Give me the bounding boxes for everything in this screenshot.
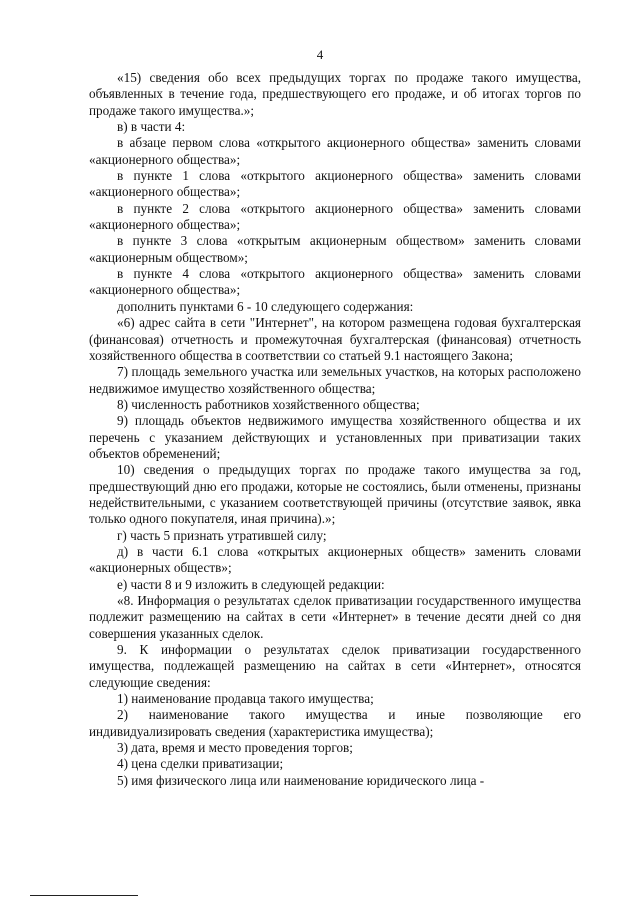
paragraph-subitem-g-part-5: г) часть 5 признать утратившей силу; bbox=[117, 527, 327, 543]
paragraph-part-8-results-info: «8. Информация о результатах сделок приватизации государственного имущества подлежит размещению на сайтах в сети «Интернет» в течение десяти дней со дня совершения указанных сделок. bbox=[89, 593, 581, 641]
paragraph-subitem-v-part-4: в) в части 4: bbox=[117, 119, 186, 135]
paragraph-point-2-replacement: в пункте 2 слова «открытого акционерного общества» заменить словами «акционерного общества»; bbox=[89, 200, 581, 233]
paragraph-point-4-replacement: в пункте 4 слова «открытого акционерного общества» заменить словами «акционерного общества»; bbox=[89, 266, 581, 298]
paragraph-point-1-replacement: в пункте 1 слова «открытого акционерного общества» заменить словами «акционерного общества»; bbox=[89, 168, 581, 200]
paragraph-add-points-6-10: дополнить пунктами 6 - 10 следующего содержания: bbox=[117, 298, 414, 314]
paragraph-part-9-results-details: 9. К информации о результатах сделок приватизации государственного имущества, подлежащей размещению на сайтах в сети «Интернет», относятся следующие сведения: bbox=[89, 642, 581, 690]
paragraph-list-2-property-name: 2) наименование такого имущества и иные позволяющие его индивидуализировать сведения (характеристика имущества); bbox=[89, 707, 581, 739]
document-body bbox=[89, 70, 581, 789]
paragraph-list-3-auction-date: 3) дата, время и место проведения торгов; bbox=[117, 740, 353, 756]
page-number: 4 bbox=[316, 47, 324, 62]
paragraph-list-4-deal-price: 4) цена сделки приватизации; bbox=[117, 756, 284, 772]
paragraph-list-5-buyer-name: 5) имя физического лица или наименование юридического лица - bbox=[117, 772, 485, 788]
paragraph-item-10-failed-auctions: 10) сведения о предыдущих торгах по продаже такого имущества за год, предшествующий дню его продажи, которые не состоялись, были отменены, признаны недействительными, с указанием соответствующей причины (отсутствие заявок, явка только одного покупателя, иная причина).»; bbox=[89, 462, 581, 527]
paragraph-item-6-website: «6) адрес сайта в сети "Интернет", на котором размещена годовая бухгалтерская (финансовая) отчетность и промежуточная бухгалтерская (финансовая) отчетность хозяйственного общества в соответствии со статьей 9.1 настоящего Закона; bbox=[89, 315, 581, 363]
paragraph-item-7-land-area: 7) площадь земельного участка или земельных участков, на которых расположено недвижимое имущество хозяйственного общества; bbox=[89, 364, 581, 396]
paragraph-point-3-replacement: в пункте 3 слова «открытым акционерным обществом» заменить словами «акционерным обществом»; bbox=[89, 233, 581, 265]
paragraph-item-9-real-estate-area: 9) площадь объектов недвижимого имущества хозяйственного общества и их перечень с указанием действующих и установленных при приватизации таких объектов обременений; bbox=[89, 413, 581, 461]
paragraph-list-1-seller-name: 1) наименование продавца такого имущества; bbox=[117, 691, 374, 707]
paragraph-item-15-info-prior-auctions: «15) сведения обо всех предыдущих торгах по продаже такого имущества, объявленных в течение года, предшествующего его продаже, и об итогах торгов по продаже такого имущества.»; bbox=[89, 70, 581, 118]
paragraph-first-abzac-replacement: в абзаце первом слова «открытого акционерного общества» заменить словами «акционерного общества»; bbox=[89, 135, 581, 167]
paragraph-subitem-d-part-6-1: д) в части 6.1 слова «открытых акционерных обществ» заменить словами «акционерных обществ»; bbox=[89, 543, 581, 576]
paragraph-item-8-employees: 8) численность работников хозяйственного общества; bbox=[117, 396, 420, 412]
paragraph-subitem-e-parts-8-9: е) части 8 и 9 изложить в следующей редакции: bbox=[117, 576, 385, 592]
footnote-rule bbox=[30, 895, 138, 896]
